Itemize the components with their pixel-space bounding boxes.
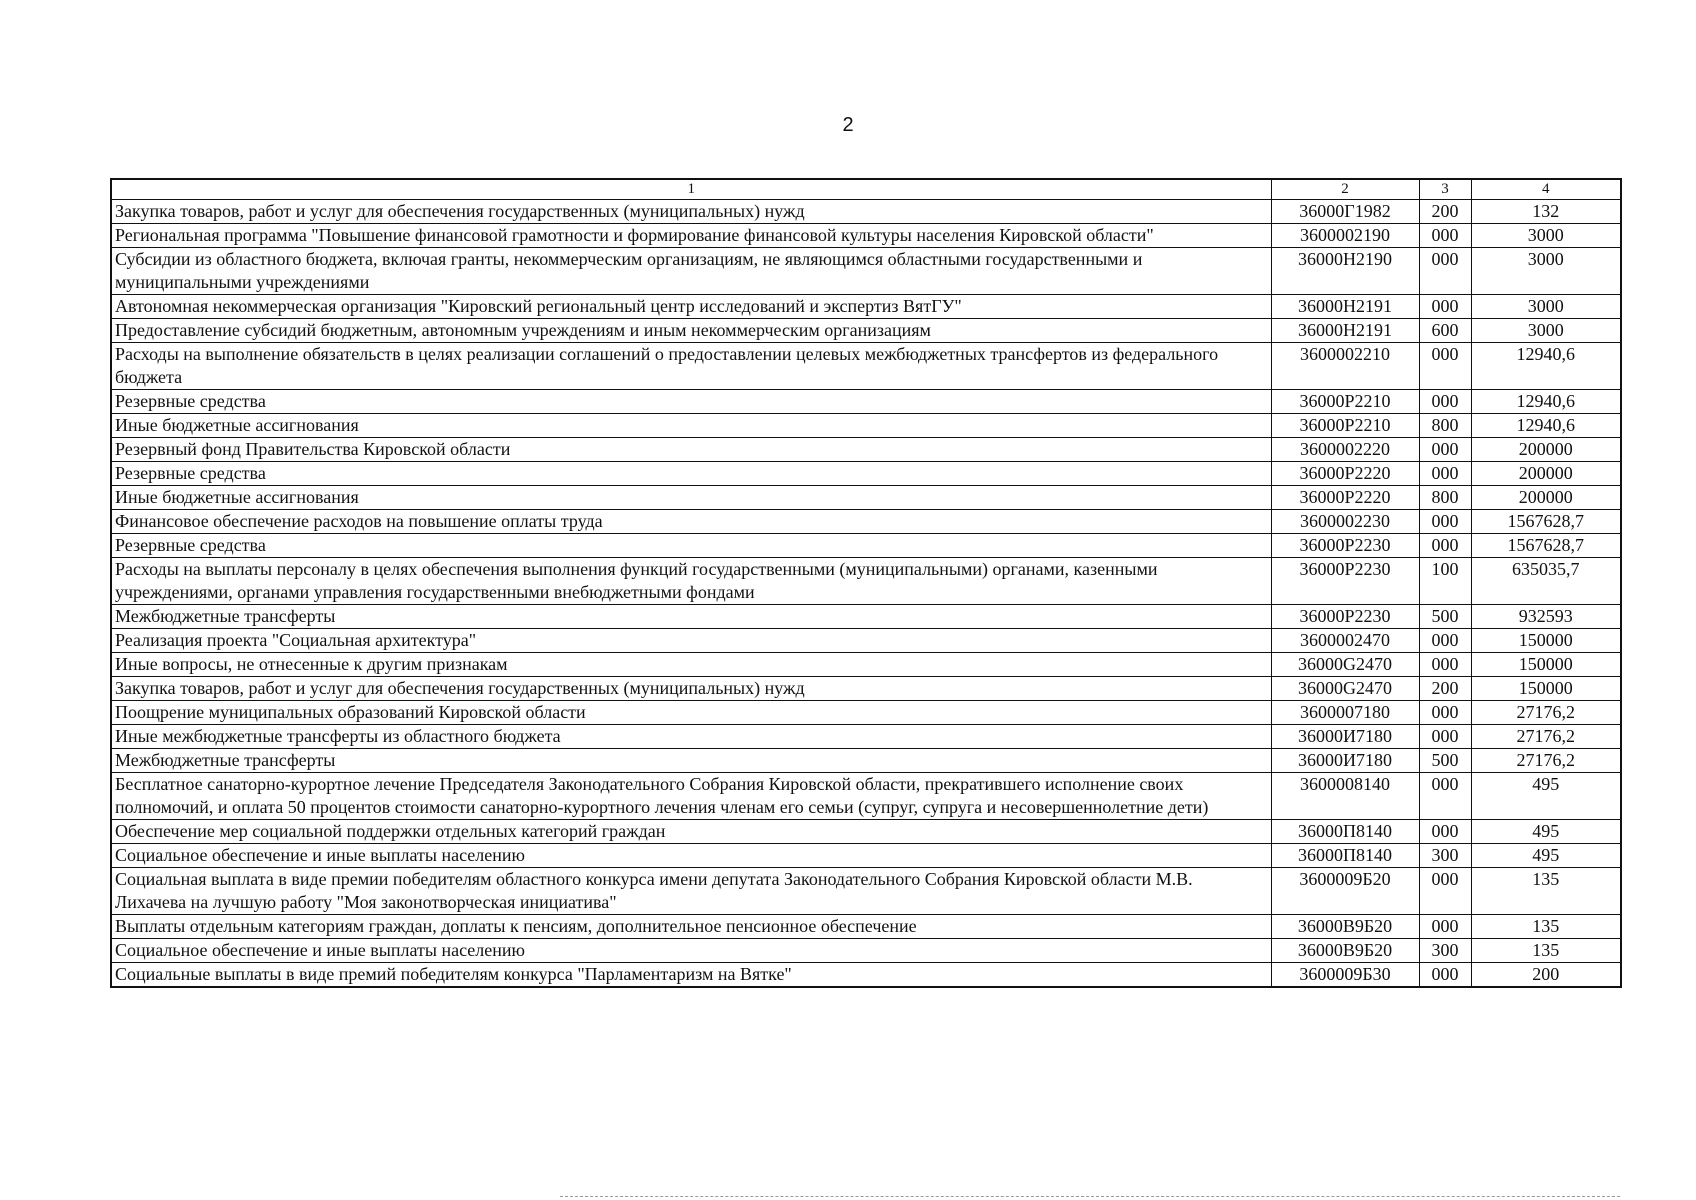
table-row (111, 915, 1621, 939)
row-name-cell: Иные бюджетные ассигнования (111, 486, 1271, 510)
row-code-cell: 3600007180 (1271, 701, 1419, 725)
row-name-cell: Межбюджетные трансферты (111, 605, 1271, 629)
row-code-cell: 3600002190 (1271, 224, 1419, 248)
row-type-cell: 800 (1419, 414, 1471, 438)
row-type-cell: 500 (1419, 749, 1471, 773)
row-amount-cell: 1567628,7 (1471, 534, 1621, 558)
row-name-cell: Социальная выплата в виде премии победителям областного конкурса имени депутата Законодательного Собрания Кировской области М.В. Лихачева на лучшую работу "Моя законотворческая инициатива" (111, 868, 1271, 915)
header-column-2: 2 (1271, 179, 1419, 200)
row-code-cell: 3600002470 (1271, 629, 1419, 653)
row-type-cell: 000 (1419, 248, 1471, 295)
row-type-cell: 200 (1419, 677, 1471, 701)
row-name-cell: Закупка товаров, работ и услуг для обеспечения государственных (муниципальных) нужд (111, 200, 1271, 224)
row-code-cell: 3600002220 (1271, 438, 1419, 462)
table-row (111, 510, 1621, 534)
row-amount-cell: 12940,6 (1471, 390, 1621, 414)
row-name-cell: Расходы на выполнение обязательств в целях реализации соглашений о предоставлении целевых межбюджетных трансфертов из федерального бюджета (111, 343, 1271, 390)
row-code-cell: 36000В9Б20 (1271, 939, 1419, 963)
table-row (111, 558, 1621, 605)
table-row (111, 438, 1621, 462)
row-amount-cell: 200 (1471, 963, 1621, 988)
table-row (111, 725, 1621, 749)
row-type-cell: 800 (1419, 486, 1471, 510)
row-code-cell: 36000И7180 (1271, 725, 1419, 749)
row-code-cell: 3600008140 (1271, 773, 1419, 820)
row-name-cell: Межбюджетные трансферты (111, 749, 1271, 773)
row-amount-cell: 200000 (1471, 438, 1621, 462)
table-row (111, 248, 1621, 295)
row-type-cell: 000 (1419, 390, 1471, 414)
page-number: 2 (842, 114, 854, 136)
row-type-cell: 000 (1419, 534, 1471, 558)
row-type-cell: 000 (1419, 915, 1471, 939)
row-type-cell: 000 (1419, 629, 1471, 653)
row-name-cell: Резервные средства (111, 534, 1271, 558)
row-code-cell: 36000Р2220 (1271, 486, 1419, 510)
row-code-cell: 36000Г1982 (1271, 200, 1419, 224)
row-amount-cell: 932593 (1471, 605, 1621, 629)
row-code-cell: 3600009Б30 (1271, 963, 1419, 988)
row-amount-cell: 12940,6 (1471, 343, 1621, 390)
table-row (111, 844, 1621, 868)
row-type-cell: 000 (1419, 462, 1471, 486)
row-code-cell: 36000П8140 (1271, 820, 1419, 844)
table-body (111, 200, 1621, 988)
table-row (111, 319, 1621, 343)
row-amount-cell: 3000 (1471, 248, 1621, 295)
row-amount-cell: 3000 (1471, 224, 1621, 248)
row-name-cell: Региональная программа "Повышение финансовой грамотности и формирование финансовой культуры населения Кировской области" (111, 224, 1271, 248)
row-type-cell: 600 (1419, 319, 1471, 343)
table-row (111, 701, 1621, 725)
row-name-cell: Поощрение муниципальных образований Кировской области (111, 701, 1271, 725)
row-type-cell: 000 (1419, 820, 1471, 844)
row-name-cell: Автономная некоммерческая организация "Кировский региональный центр исследований и экспертиз ВятГУ" (111, 295, 1271, 319)
table-row (111, 200, 1621, 224)
row-type-cell: 000 (1419, 295, 1471, 319)
row-name-cell: Выплаты отдельным категориям граждан, доплаты к пенсиям, дополнительное пенсионное обеспечение (111, 915, 1271, 939)
row-name-cell: Резервные средства (111, 390, 1271, 414)
row-type-cell: 000 (1419, 725, 1471, 749)
row-code-cell: 36000Р2230 (1271, 534, 1419, 558)
row-amount-cell: 150000 (1471, 677, 1621, 701)
row-code-cell: 36000G2470 (1271, 653, 1419, 677)
row-type-cell: 000 (1419, 224, 1471, 248)
row-type-cell: 000 (1419, 653, 1471, 677)
row-amount-cell: 27176,2 (1471, 725, 1621, 749)
table-row (111, 773, 1621, 820)
row-type-cell: 300 (1419, 939, 1471, 963)
row-amount-cell: 135 (1471, 915, 1621, 939)
row-amount-cell: 495 (1471, 773, 1621, 820)
row-name-cell: Реализация проекта "Социальная архитектура" (111, 629, 1271, 653)
row-name-cell: Иные бюджетные ассигнования (111, 414, 1271, 438)
row-code-cell: 36000Н2191 (1271, 319, 1419, 343)
row-amount-cell: 150000 (1471, 629, 1621, 653)
table-row (111, 939, 1621, 963)
row-type-cell: 000 (1419, 343, 1471, 390)
row-code-cell: 36000G2470 (1271, 677, 1419, 701)
row-name-cell: Финансовое обеспечение расходов на повышение оплаты труда (111, 510, 1271, 534)
scan-artifact-line (560, 1196, 1620, 1197)
table-row (111, 605, 1621, 629)
table-row (111, 963, 1621, 988)
row-amount-cell: 150000 (1471, 653, 1621, 677)
row-name-cell: Субсидии из областного бюджета, включая гранты, некоммерческим организациям, не являющимся областными государственными и муниципальными учреждениями (111, 248, 1271, 295)
table-row (111, 224, 1621, 248)
header-column-3: 3 (1419, 179, 1471, 200)
row-code-cell: 3600002210 (1271, 343, 1419, 390)
row-name-cell: Иные вопросы, не отнесенные к другим признакам (111, 653, 1271, 677)
row-amount-cell: 132 (1471, 200, 1621, 224)
row-code-cell: 36000Р2210 (1271, 390, 1419, 414)
row-code-cell: 36000П8140 (1271, 844, 1419, 868)
table-row (111, 486, 1621, 510)
row-amount-cell: 635035,7 (1471, 558, 1621, 605)
row-type-cell: 100 (1419, 558, 1471, 605)
row-amount-cell: 27176,2 (1471, 749, 1621, 773)
row-name-cell: Предоставление субсидий бюджетным, автономным учреждениям и иным некоммерческим организациям (111, 319, 1271, 343)
table-header (111, 179, 1621, 200)
row-amount-cell: 200000 (1471, 462, 1621, 486)
row-amount-cell: 3000 (1471, 295, 1621, 319)
header-row (111, 179, 1621, 200)
table-row (111, 390, 1621, 414)
row-code-cell: 36000Н2191 (1271, 295, 1419, 319)
row-code-cell: 36000Р2230 (1271, 605, 1419, 629)
row-amount-cell: 3000 (1471, 319, 1621, 343)
row-amount-cell: 1567628,7 (1471, 510, 1621, 534)
table-row (111, 749, 1621, 773)
row-type-cell: 500 (1419, 605, 1471, 629)
row-name-cell: Социальное обеспечение и иные выплаты населению (111, 939, 1271, 963)
row-type-cell: 000 (1419, 963, 1471, 988)
row-code-cell: 36000В9Б20 (1271, 915, 1419, 939)
row-type-cell: 000 (1419, 773, 1471, 820)
table-row (111, 295, 1621, 319)
row-type-cell: 000 (1419, 701, 1471, 725)
row-name-cell: Обеспечение мер социальной поддержки отдельных категорий граждан (111, 820, 1271, 844)
header-column-4: 4 (1471, 179, 1621, 200)
table-row (111, 462, 1621, 486)
row-amount-cell: 12940,6 (1471, 414, 1621, 438)
table-row (111, 653, 1621, 677)
row-code-cell: 36000Р2220 (1271, 462, 1419, 486)
row-name-cell: Социальное обеспечение и иные выплаты населению (111, 844, 1271, 868)
row-amount-cell: 27176,2 (1471, 701, 1621, 725)
row-code-cell: 3600009Б20 (1271, 868, 1419, 915)
row-name-cell: Иные межбюджетные трансферты из областного бюджета (111, 725, 1271, 749)
row-name-cell: Резервные средства (111, 462, 1271, 486)
row-name-cell: Закупка товаров, работ и услуг для обеспечения государственных (муниципальных) нужд (111, 677, 1271, 701)
table-row (111, 868, 1621, 915)
row-name-cell: Бесплатное санаторно-курортное лечение Председателя Законодательного Собрания Кировской области, прекратившего исполнение своих полномочий, и оплата 50 процентов стоимости санаторно-курортного лечения членам его семьи (супруг, супруга и несовершеннолетние дети) (111, 773, 1271, 820)
budget-table (110, 178, 1622, 988)
row-code-cell: 36000И7180 (1271, 749, 1419, 773)
row-name-cell: Резервный фонд Правительства Кировской области (111, 438, 1271, 462)
row-amount-cell: 135 (1471, 868, 1621, 915)
row-amount-cell: 200000 (1471, 486, 1621, 510)
row-name-cell: Социальные выплаты в виде премий победителям конкурса "Парламентаризм на Вятке" (111, 963, 1271, 988)
row-type-cell: 000 (1419, 438, 1471, 462)
row-amount-cell: 495 (1471, 844, 1621, 868)
table-row (111, 629, 1621, 653)
row-code-cell: 3600002230 (1271, 510, 1419, 534)
row-type-cell: 200 (1419, 200, 1471, 224)
row-name-cell: Расходы на выплаты персоналу в целях обеспечения выполнения функций государственными (муниципальными) органами, казенными учреждениями, органами управления государственными внебюджетными фондами (111, 558, 1271, 605)
table-row (111, 414, 1621, 438)
header-column-1: 1 (111, 179, 1271, 200)
table-row (111, 534, 1621, 558)
row-code-cell: 36000Н2190 (1271, 248, 1419, 295)
table-row (111, 820, 1621, 844)
row-type-cell: 000 (1419, 868, 1471, 915)
row-type-cell: 300 (1419, 844, 1471, 868)
row-code-cell: 36000Р2210 (1271, 414, 1419, 438)
table-row (111, 677, 1621, 701)
table-row (111, 343, 1621, 390)
row-code-cell: 36000Р2230 (1271, 558, 1419, 605)
row-amount-cell: 495 (1471, 820, 1621, 844)
row-type-cell: 000 (1419, 510, 1471, 534)
row-amount-cell: 135 (1471, 939, 1621, 963)
